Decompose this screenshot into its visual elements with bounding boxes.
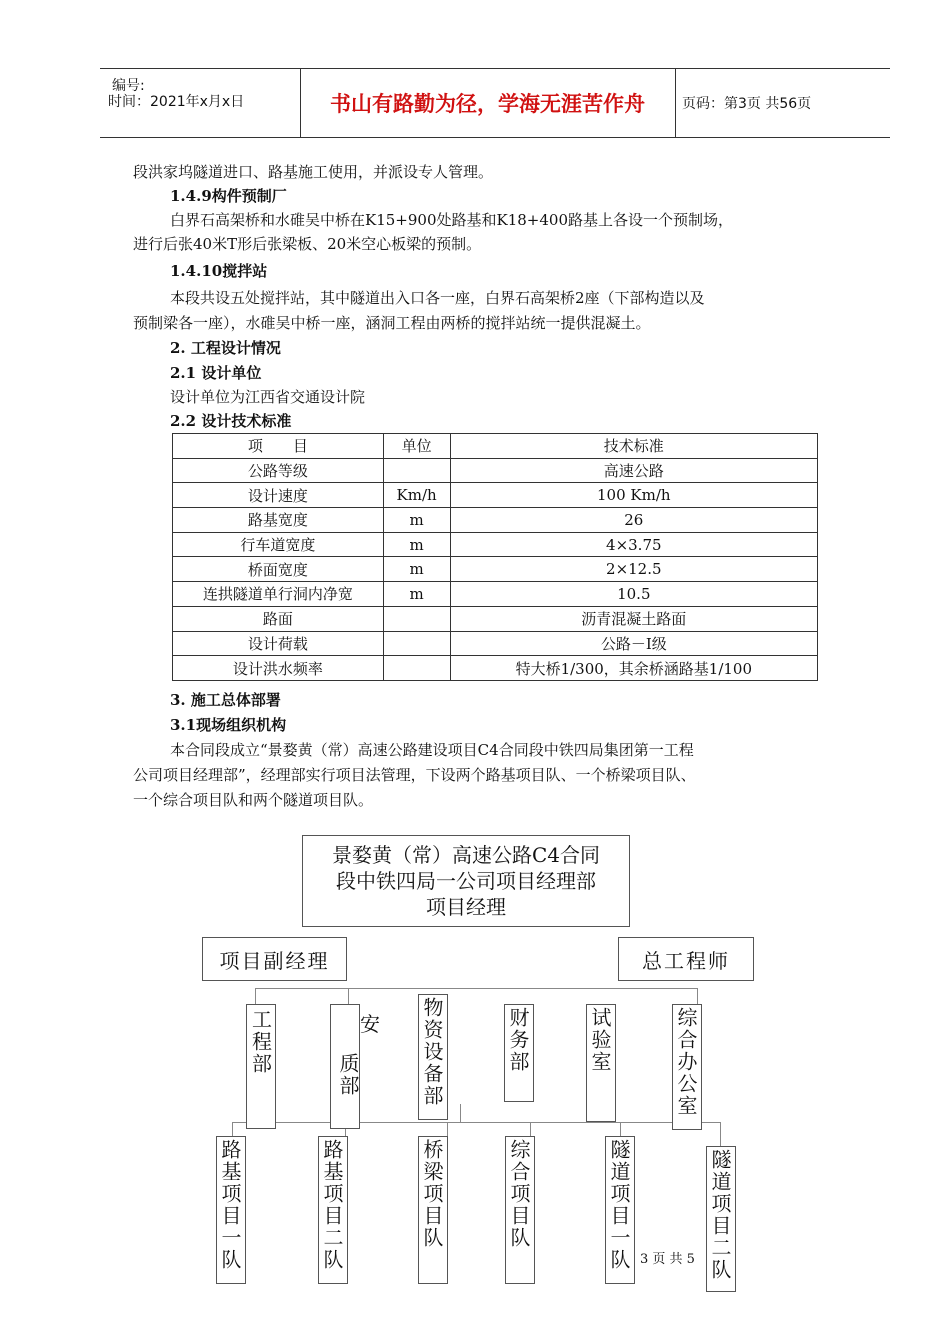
table-cell: m bbox=[383, 508, 450, 533]
table-row bbox=[173, 458, 818, 483]
table-header-row bbox=[173, 434, 818, 459]
team-tunnel-2: 隧道项目二队 bbox=[706, 1146, 736, 1292]
table-cell: 沥青混凝土路面 bbox=[450, 606, 817, 631]
table-row bbox=[173, 582, 818, 607]
paragraph-5a: 本合同段成立“景婺黄（常）高速公路建设项目C4合同段中铁四局集团第一工程 bbox=[170, 741, 694, 759]
paragraph-3b: 预制梁各一座），水碓吴中桥一座，涵洞工程由两桥的搅拌站统一提供混凝土。 bbox=[133, 314, 651, 332]
dept-general-office: 综合办公室 bbox=[672, 1004, 702, 1130]
chief-engineer-box: 总工程师 bbox=[618, 937, 754, 981]
table-cell: 高速公路 bbox=[450, 458, 817, 483]
paragraph-3a: 本段共设五处搅拌站，其中隧道出入口各一座，白界石高架桥2座（下部构造以及 bbox=[170, 289, 705, 307]
table-cell: 设计速度 bbox=[173, 483, 384, 508]
team-subgrade-1: 路基项目一队 bbox=[216, 1136, 246, 1284]
table-row bbox=[173, 631, 818, 656]
heading-3-1: 3.1现场组织机构 bbox=[170, 716, 287, 734]
dept-connector-tick bbox=[255, 988, 256, 1004]
heading-3: 3. 施工总体部署 bbox=[170, 691, 281, 709]
paragraph-5c: 一个综合项目队和两个隧道项目队。 bbox=[133, 791, 374, 809]
table-cell: 设计洪水频率 bbox=[173, 656, 384, 681]
table-cell: Km/h bbox=[383, 483, 450, 508]
table-cell: 路基宽度 bbox=[173, 508, 384, 533]
number-label: 编号: bbox=[112, 78, 145, 94]
table-cell: m bbox=[383, 582, 450, 607]
paragraph-1: 段洪家坞隧道进口、路基施工使用，并派设专人管理。 bbox=[133, 163, 494, 181]
paragraph-2b: 进行后张40米T形后张梁板、20米空心板梁的预制。 bbox=[133, 235, 482, 253]
heading-2: 2. 工程设计情况 bbox=[170, 339, 281, 357]
table-row bbox=[173, 606, 818, 631]
table-cell: 桥面宽度 bbox=[173, 557, 384, 582]
time-label: 时间：2021年x月x日 bbox=[108, 94, 245, 110]
table-cell: 行车道宽度 bbox=[173, 532, 384, 557]
table-cell bbox=[383, 606, 450, 631]
project-manager-line-1: 景婺黄（常）高速公路C4合同 bbox=[331, 843, 601, 867]
team-connector-tick bbox=[720, 1122, 721, 1146]
table-cell: 10.5 bbox=[450, 582, 817, 607]
dept-connector-tick bbox=[348, 988, 349, 1004]
table-header: 技术标准 bbox=[450, 434, 817, 459]
design-standards-table bbox=[172, 433, 818, 681]
table-cell: m bbox=[383, 557, 450, 582]
team-connector-tick bbox=[530, 1122, 531, 1136]
team-connector-tick bbox=[460, 1104, 461, 1122]
page-note: 3 页 共 5 bbox=[640, 1248, 695, 1267]
table-header: 项 目 bbox=[173, 434, 384, 459]
table-cell: 设计荷载 bbox=[173, 631, 384, 656]
table-cell: 2×12.5 bbox=[450, 557, 817, 582]
team-bridge: 桥梁项目队 bbox=[418, 1136, 448, 1284]
safety-char: 安 bbox=[360, 1012, 380, 1036]
project-manager-box bbox=[302, 835, 630, 927]
heading-2-1: 2.1 设计单位 bbox=[170, 364, 262, 382]
team-connector-tick bbox=[232, 1122, 233, 1136]
paragraph-4: 设计单位为江西省交通设计院 bbox=[170, 388, 366, 406]
table-row bbox=[173, 508, 818, 533]
heading-2-2: 2.2 设计技术标准 bbox=[170, 412, 292, 430]
team-subgrade-2: 路基项目二队 bbox=[318, 1136, 348, 1284]
table-cell: 公路－Ⅰ级 bbox=[450, 631, 817, 656]
dept-engineering: 工程部 bbox=[246, 1004, 276, 1129]
paragraph-2a: 白界石高架桥和水碓吴中桥在K15+900处路基和K18+400路基上各设一个预制场， bbox=[170, 211, 733, 229]
team-connector-line bbox=[232, 1122, 720, 1123]
table-cell: 公路等级 bbox=[173, 458, 384, 483]
team-general: 综合项目队 bbox=[505, 1136, 535, 1284]
header-page-info: 页码：第3页 共56页 bbox=[682, 96, 812, 112]
header-motto: 书山有路勤为径，学海无涯苦作舟 bbox=[300, 69, 676, 137]
table-cell: 特大桥1/300，其余桥涵路基1/100 bbox=[450, 656, 817, 681]
deputy-manager-box: 项目副经理 bbox=[202, 937, 347, 981]
table-cell: 路面 bbox=[173, 606, 384, 631]
table-cell bbox=[383, 458, 450, 483]
team-connector-tick bbox=[620, 1122, 621, 1136]
project-manager-line-3: 项目经理 bbox=[426, 895, 506, 919]
table-header: 单位 bbox=[383, 434, 450, 459]
table-cell: 100 Km/h bbox=[450, 483, 817, 508]
dept-connector-tick bbox=[697, 988, 698, 1004]
header-meta bbox=[100, 69, 301, 137]
dept-connector-line bbox=[255, 988, 698, 989]
table-cell bbox=[383, 631, 450, 656]
table-cell: m bbox=[383, 532, 450, 557]
table-cell: 26 bbox=[450, 508, 817, 533]
table-cell bbox=[383, 656, 450, 681]
paragraph-5b: 公司项目经理部”，经理部实行项目法管理，下设两个路基项目队、一个桥梁项目队、 bbox=[133, 766, 696, 784]
dept-materials: 物资设备部 bbox=[418, 994, 448, 1120]
team-tunnel-1: 隧道项目一队 bbox=[605, 1136, 635, 1284]
table-row bbox=[173, 483, 818, 508]
heading-1-4-10: 1.4.10搅拌站 bbox=[170, 262, 268, 280]
table-row bbox=[173, 557, 818, 582]
team-connector-tick bbox=[447, 1122, 448, 1136]
table-row bbox=[173, 656, 818, 681]
heading-1-4-9: 1.4.9构件预制厂 bbox=[170, 187, 287, 205]
table-row bbox=[173, 532, 818, 557]
dept-quality: 质部 bbox=[336, 1053, 360, 1097]
dept-finance: 财务部 bbox=[504, 1004, 534, 1102]
page-header bbox=[100, 68, 890, 138]
project-manager-line-2: 段中铁四局一公司项目经理部 bbox=[336, 869, 596, 893]
dept-quality-box bbox=[330, 1004, 360, 1129]
table-cell: 连拱隧道单行洞内净宽 bbox=[173, 582, 384, 607]
dept-lab: 试验室 bbox=[586, 1004, 616, 1122]
table-cell: 4×3.75 bbox=[450, 532, 817, 557]
